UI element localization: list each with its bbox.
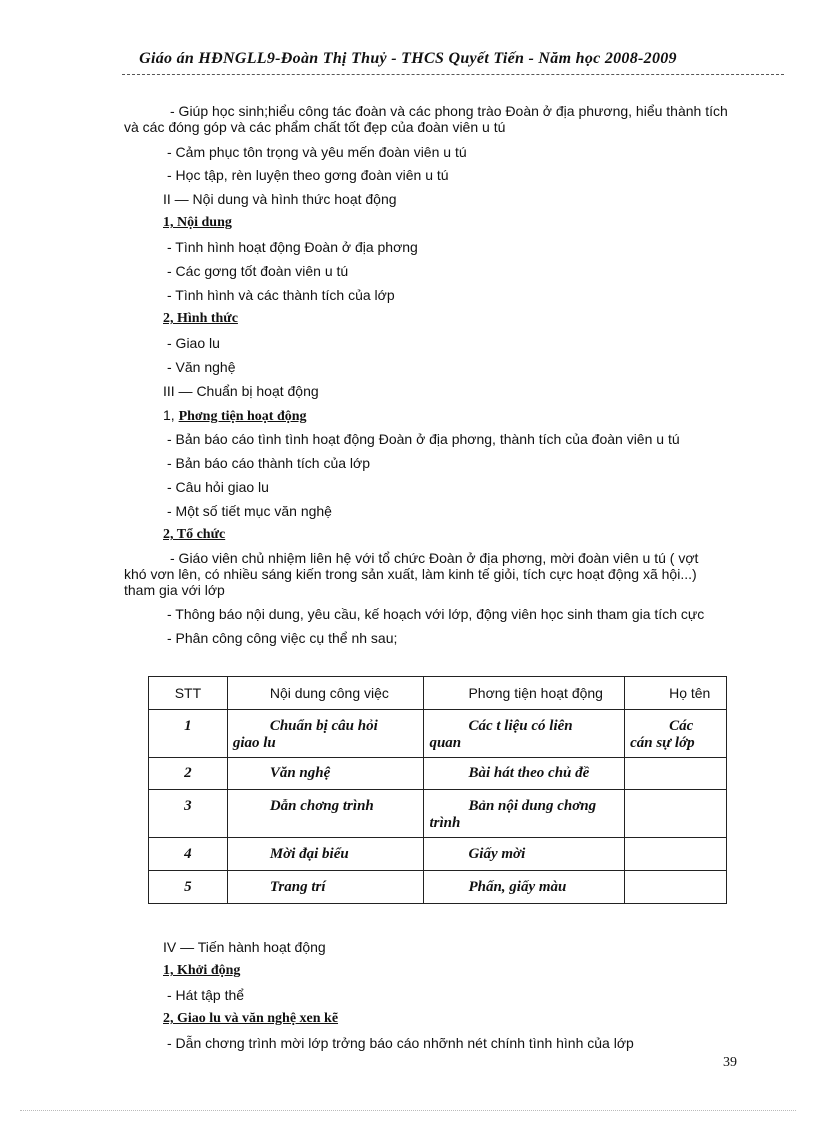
subheading-means-number: 1,	[163, 407, 179, 423]
section-2-heading: II — Nội dung và hình thức hoạt động	[163, 191, 397, 207]
row-means-line-2: trình	[429, 815, 461, 831]
form-item-2: - Văn nghệ	[167, 359, 236, 375]
row-means-line-1: Bản nội dung chơng	[468, 798, 597, 814]
row-means: Bài hát theo chủ đề	[424, 758, 625, 790]
row-means	[424, 790, 625, 838]
row-name	[625, 871, 727, 904]
objective-line-1: - Giúp học sinh;hiểu công tác đoàn và các phong trào Đoàn ở địa phương, hiểu thành tích	[170, 103, 728, 119]
row-means: Phấn, giấy màu	[424, 871, 625, 904]
organize-item-1-line-2: khó vơn lên, có nhiều sáng kiến trong sản xuất, làm kinh tế giỏi, tích cực hoạt động xã hội...)	[124, 566, 697, 582]
subheading-means	[163, 407, 307, 425]
table-row	[149, 871, 727, 904]
exchange-item-1: - Dẫn chơng trình mời lớp trởng báo cáo nhỡnh nét chính tình hình của lớp	[167, 1035, 634, 1051]
subheading-means-label: Phơng tiện hoạt động	[178, 409, 307, 424]
objective-admire: - Cảm phục tôn trọng và yêu mến đoàn viên u tú	[167, 144, 467, 160]
organize-item-1-line-3: tham gia với lớp	[124, 582, 225, 598]
row-name	[625, 838, 727, 871]
row-name	[625, 758, 727, 790]
organize-item-3: - Phân công công việc cụ thể nh sau;	[167, 630, 398, 646]
subheading-exchange: 2, Giao lu và văn nghệ xen kẽ	[163, 1011, 339, 1026]
warmup-item-1: - Hát tập thể	[167, 987, 245, 1003]
row-stt: 2	[149, 758, 228, 790]
organize-item-1-line-1: - Giáo viên chủ nhiệm liên hệ với tổ chức Đoàn ở địa phơng, mời đoàn viên u tú ( vợt	[170, 550, 699, 566]
row-name-line-2: cán sự lớp	[630, 735, 695, 751]
row-stt: 1	[149, 710, 228, 758]
subheading-warmup: 1, Khởi động	[163, 963, 241, 978]
objective-line-2: và các đóng góp và các phẩm chất tốt đẹp của đoàn viên u tú	[124, 119, 506, 135]
row-name	[625, 790, 727, 838]
subheading-form: 2, Hình thức	[163, 311, 238, 326]
page-number: 39	[723, 1055, 737, 1070]
means-item-3: - Câu hỏi giao lu	[167, 479, 269, 495]
row-name	[625, 710, 727, 758]
row-means-line-2: quan	[429, 735, 462, 751]
row-name-line-1: Các	[669, 718, 694, 734]
table-row	[149, 790, 727, 838]
row-means-line-1: Các t liệu có liên	[468, 718, 573, 734]
section-3-heading: III — Chuẩn bị hoạt động	[163, 383, 319, 399]
objective-learn: - Học tập, rèn luyện theo gơng đoàn viên u tú	[167, 167, 449, 183]
row-content	[227, 710, 424, 758]
table-header-row	[149, 677, 727, 710]
row-content-line-1: Chuẩn bị câu hỏi	[269, 718, 378, 734]
means-item-1: - Bản báo cáo tình tình hoạt động Đoàn ở địa phơng, thành tích của đoàn viên u tú	[167, 431, 680, 447]
row-means	[424, 710, 625, 758]
section-4-heading: IV — Tiến hành hoạt động	[163, 939, 326, 955]
subheading-content: 1, Nội dung	[163, 215, 232, 230]
header-name: Họ tên	[625, 677, 727, 710]
means-item-4: - Một số tiết mục văn nghệ	[167, 503, 332, 519]
table-row	[149, 838, 727, 871]
header-rule	[122, 74, 784, 75]
organize-item-2: - Thông báo nội dung, yêu cầu, kế hoạch với lớp, động viên học sinh tham gia tích cực	[167, 606, 705, 622]
header-means: Phơng tiện hoạt động	[424, 677, 625, 710]
row-content: Trang trí	[227, 871, 424, 904]
form-item-1: - Giao lu	[167, 335, 220, 351]
table-row	[149, 758, 727, 790]
row-content: Mời đại biểu	[227, 838, 424, 871]
row-content-line-2: giao lu	[232, 735, 276, 751]
page-header: Giáo án HĐNGLL9-Đoàn Thị Thuỷ - THCS Quyết Tiến - Năm học 2008-2009	[139, 50, 677, 67]
content-item-2: - Các gơng tốt đoàn viên u tú	[167, 263, 349, 279]
subheading-organize: 2, Tổ chức	[163, 527, 226, 542]
row-stt: 3	[149, 790, 228, 838]
task-assignment-table	[148, 676, 727, 904]
row-content: Văn nghệ	[227, 758, 424, 790]
row-means: Giấy mời	[424, 838, 625, 871]
footer-rule	[20, 1110, 796, 1111]
row-stt: 5	[149, 871, 228, 904]
header-content: Nội dung công việc	[227, 677, 424, 710]
row-stt: 4	[149, 838, 228, 871]
header-stt: STT	[149, 677, 228, 710]
row-content: Dẫn chơng trình	[227, 790, 424, 838]
content-item-3: - Tình hình và các thành tích của lớp	[167, 287, 395, 303]
table-row	[149, 710, 727, 758]
content-item-1: - Tình hình hoạt động Đoàn ở địa phơng	[167, 239, 418, 255]
means-item-2: - Bản báo cáo thành tích của lớp	[167, 455, 370, 471]
